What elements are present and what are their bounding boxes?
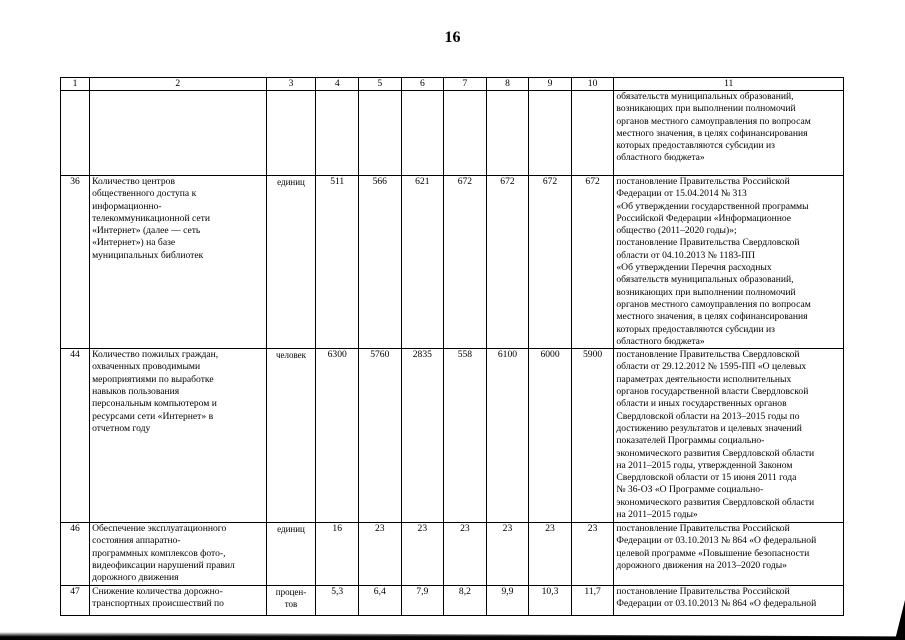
value-cell: 9,9 bbox=[486, 586, 529, 616]
value-cell: 5900 bbox=[571, 349, 614, 523]
value-cell: 16 bbox=[316, 523, 359, 586]
value-cell: 672 bbox=[529, 176, 572, 349]
value-cell: 672 bbox=[444, 176, 487, 349]
value-cell: 6000 bbox=[529, 349, 572, 523]
unit: человек bbox=[266, 349, 316, 523]
table-row bbox=[61, 586, 844, 616]
indicator-name: Количество пожилых граждан, охваченных проводимыми мероприятиями по выработке навыков пользования персональным компьютером и ресурсами сети «Интернет» в отчетном году bbox=[90, 349, 267, 523]
value-cell: 2835 bbox=[401, 349, 444, 523]
value-cell: 23 bbox=[401, 523, 444, 586]
value-cell bbox=[529, 91, 572, 176]
page-number: 16 bbox=[444, 29, 461, 46]
value-cell: 23 bbox=[444, 523, 487, 586]
legal-basis: постановление Правительства Российской Федерации от 15.04.2014 № 313 «Об утверждении государственной программы Российской Федерации «Информационное общество (2011–2020 годы)»; постановление Правительства Свердловской области от 04.10.2013 № 1183-ПП «Об утверждении Перечня расходных обязательств муниципальных образований, возникающих при выполнении полномочий органов местного самоуправления по вопросам местного значения, в целях софинансирования которых предоставляются субсидии из областного бюджета» bbox=[614, 176, 844, 349]
legal-basis: постановление Правительства Российской Федерации от 03.10.2013 № 864 «О федеральной bbox=[614, 586, 844, 616]
indicator-name: Количество центров общественного доступа к информационно- телекоммуникационной сети «Интернет» (далее — сеть «Интернет») на базе муниципальных библиотек bbox=[90, 176, 267, 349]
column-number-row bbox=[61, 78, 844, 91]
value-cell bbox=[401, 91, 444, 176]
unit: единиц bbox=[266, 176, 316, 349]
value-cell: 8,2 bbox=[444, 586, 487, 616]
value-cell: 23 bbox=[486, 523, 529, 586]
scan-corner-shadow bbox=[895, 600, 905, 640]
column-header: 1 bbox=[61, 78, 90, 91]
table-row bbox=[61, 349, 844, 523]
row-number: 47 bbox=[61, 586, 90, 616]
value-cell: 10,3 bbox=[529, 586, 572, 616]
column-header: 7 bbox=[444, 78, 487, 91]
value-cell: 558 bbox=[444, 349, 487, 523]
legal-basis: постановление Правительства Российской Федерации от 03.10.2013 № 864 «О федеральной целевой программе «Повышение безопасности дорожного движения на 2013–2020 годы» bbox=[614, 523, 844, 586]
column-header: 6 bbox=[401, 78, 444, 91]
value-cell: 23 bbox=[359, 523, 402, 586]
column-header: 4 bbox=[316, 78, 359, 91]
value-cell: 23 bbox=[571, 523, 614, 586]
value-cell: 566 bbox=[359, 176, 402, 349]
value-cell bbox=[359, 91, 402, 176]
value-cell bbox=[444, 91, 487, 176]
legal-basis: постановление Правительства Свердловской области от 29.12.2012 № 1595-ПП «О целевых параметрах деятельности исполнительных органов государственной власти Свердловской области и иных государственных органов Свердловской области на 2013–2015 годы по достижению результатов и целевых значений показателей Программы социально- экономического развития Свердловской области на 2011–2015 годы, утвержденной Законом Свердловской области от 15 июня 2011 года № 36-ОЗ «О Программе социально- экономического развития Свердловской области на 2011–2015 годы» bbox=[614, 349, 844, 523]
unit bbox=[266, 91, 316, 176]
column-header: 2 bbox=[90, 78, 267, 91]
column-header: 11 bbox=[614, 78, 844, 91]
value-cell bbox=[486, 91, 529, 176]
row-number: 44 bbox=[61, 349, 90, 523]
table-row bbox=[61, 91, 844, 176]
row-number bbox=[61, 91, 90, 176]
unit: единиц bbox=[266, 523, 316, 586]
table-row bbox=[61, 523, 844, 586]
value-cell bbox=[316, 91, 359, 176]
indicator-name: Обеспечение эксплуатационного состояния аппаратно- программных комплексов фото-, видеофиксации нарушений правил дорожного движения bbox=[90, 523, 267, 586]
column-header: 8 bbox=[486, 78, 529, 91]
value-cell: 5760 bbox=[359, 349, 402, 523]
row-number: 46 bbox=[61, 523, 90, 586]
value-cell: 6100 bbox=[486, 349, 529, 523]
value-cell: 5,3 bbox=[316, 586, 359, 616]
column-header: 5 bbox=[359, 78, 402, 91]
value-cell: 11,7 bbox=[571, 586, 614, 616]
indicator-name bbox=[90, 91, 267, 176]
value-cell: 672 bbox=[571, 176, 614, 349]
column-header: 3 bbox=[266, 78, 316, 91]
column-header: 10 bbox=[571, 78, 614, 91]
value-cell: 672 bbox=[486, 176, 529, 349]
indicator-name: Снижение количества дорожно- транспортных происшествий по bbox=[90, 586, 267, 616]
column-header: 9 bbox=[529, 78, 572, 91]
value-cell: 6300 bbox=[316, 349, 359, 523]
value-cell: 621 bbox=[401, 176, 444, 349]
legal-basis: обязательств муниципальных образований, возникающих при выполнении полномочий органов местного самоуправления по вопросам местного значения, в целях софинансирования которых предоставляются субсидии из областного бюджета» bbox=[614, 91, 844, 176]
value-cell: 6,4 bbox=[359, 586, 402, 616]
table-row bbox=[61, 176, 844, 349]
indicators-table bbox=[60, 77, 844, 616]
value-cell: 23 bbox=[529, 523, 572, 586]
scan-edge-shadow bbox=[0, 632, 905, 640]
unit: процен- тов bbox=[266, 586, 316, 616]
value-cell bbox=[571, 91, 614, 176]
value-cell: 511 bbox=[316, 176, 359, 349]
row-number: 36 bbox=[61, 176, 90, 349]
value-cell: 7,9 bbox=[401, 586, 444, 616]
